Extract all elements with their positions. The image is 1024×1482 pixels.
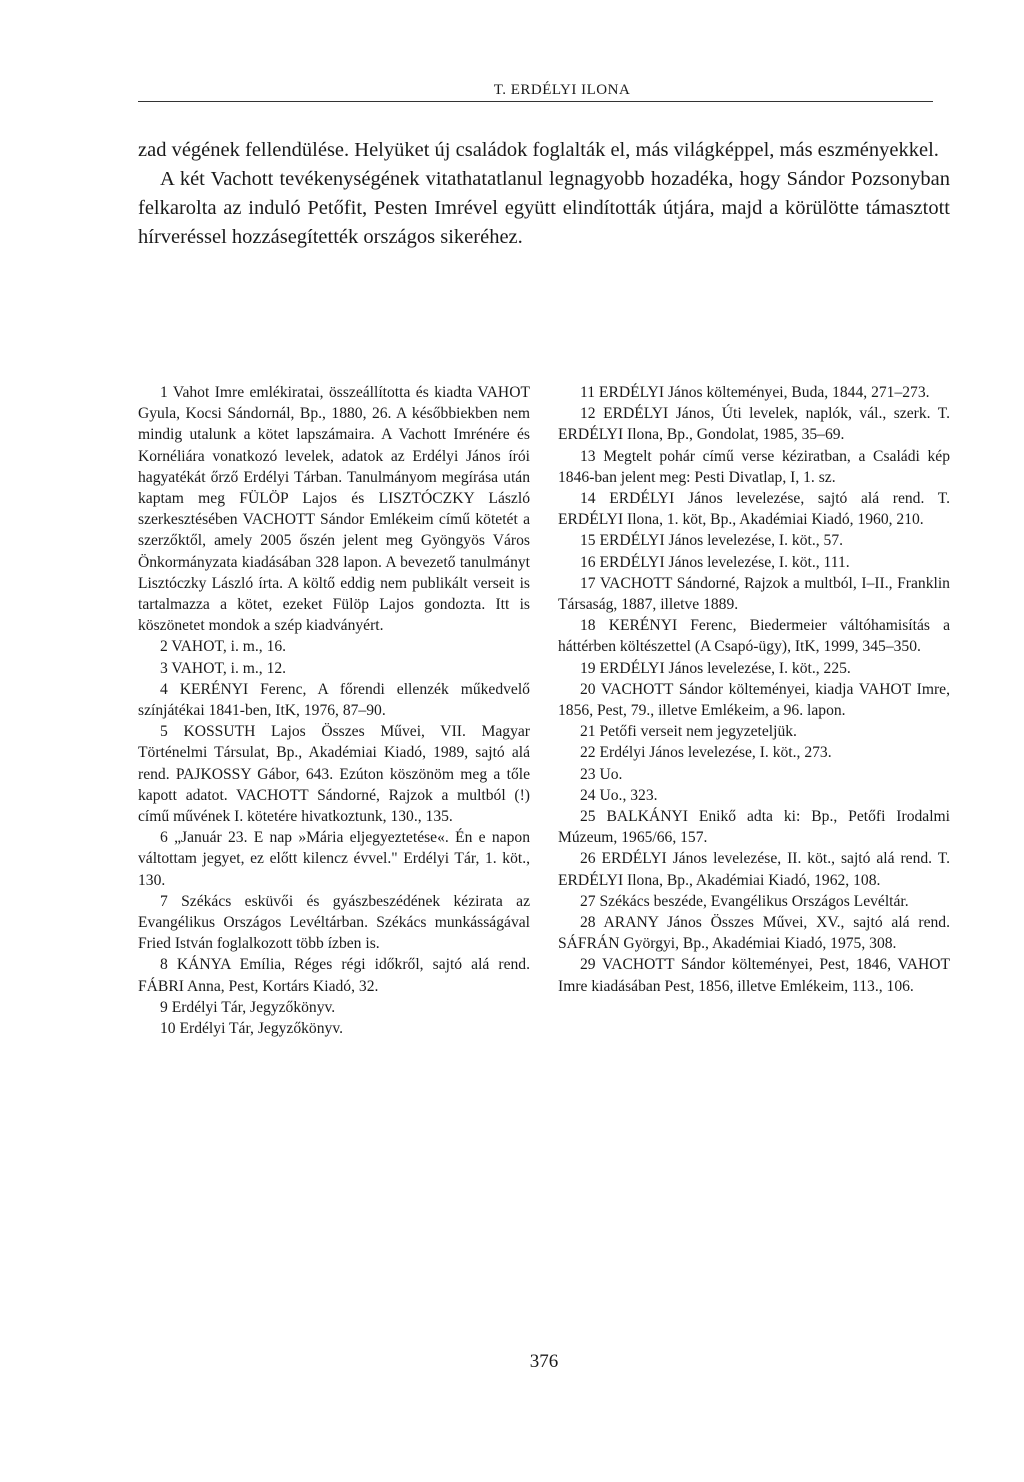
footnote xyxy=(558,912,950,954)
footnote-number: 24 xyxy=(580,786,596,804)
footnote-text: „Január 23. E nap »Mária eljegyeztetése«. Én e napon váltottam jegyet, ez előtt kilencz évvel." Erdélyi Tár, 1. köt., 130. xyxy=(138,829,530,889)
footnote-text: VAHOT, i. m., 12. xyxy=(171,659,287,677)
footnote-text: KOSSUTH Lajos Összes Művei, VII. Magyar Történelmi Társulat, Bp., Akadémiai Kiadó, 1989, sajtó alá rend. PAJKOSSY Gábor, 643. Ezúton köszönöm meg a tőle kapott adatot. VACHOTT Sándorné, Rajzok a multból (!) című művének I. kötetére hivatkoztunk, 130., 135. xyxy=(138,723,531,826)
footnote xyxy=(558,446,950,488)
footnote-text: VAHOT, i. m., 16. xyxy=(171,638,287,656)
footnote xyxy=(558,488,950,530)
footnote-number: 13 xyxy=(580,447,596,465)
footnote-number: 21 xyxy=(580,723,596,741)
footnote-number: 5 xyxy=(160,723,168,741)
footnote-number: 7 xyxy=(160,892,168,910)
footnote xyxy=(138,997,530,1018)
footnote-text: ARANY János Összes Művei, XV., sajtó alá rend. SÁFRÁN Györgyi, Bp., Akadémiai Kiadó, 1975, 308. xyxy=(558,914,950,953)
footnote-number: 10 xyxy=(160,1020,176,1038)
footnote xyxy=(558,679,950,721)
footnote-text: Székács beszéde, Evangélikus Országos Levéltár. xyxy=(599,892,909,910)
footnote-number: 27 xyxy=(580,892,596,910)
footnote xyxy=(558,848,950,890)
footnote-text: Uo., 323. xyxy=(599,786,658,804)
footnote-number: 2 xyxy=(160,638,168,656)
footnote xyxy=(558,954,950,996)
footnote-number: 20 xyxy=(580,680,596,698)
footnote-number: 18 xyxy=(580,617,596,635)
footnotes-right-column xyxy=(558,382,950,1039)
footnote xyxy=(558,785,950,806)
footnote-number: 28 xyxy=(580,914,596,932)
footnote xyxy=(138,721,530,827)
footnote xyxy=(138,891,530,955)
footnotes-left-column xyxy=(138,382,530,1039)
footnote xyxy=(558,721,950,742)
body-paragraph: zad végének fellendülése. Helyüket új családok foglalták el, más világképpel, más eszményekkel. xyxy=(138,139,939,161)
footnote-number: 9 xyxy=(160,998,168,1016)
footnote xyxy=(558,573,950,615)
page-number: 376 xyxy=(529,1351,559,1372)
footnote xyxy=(138,954,530,996)
footnote-number: 3 xyxy=(160,659,168,677)
footnote-text: Megtelt pohár című verse kéziratban, a Családi kép 1846-ban jelent meg: Pesti Divatlap, I, 1. sz. xyxy=(558,447,951,486)
footnote xyxy=(138,679,530,721)
footnote-number: 1 xyxy=(160,384,168,401)
footnote xyxy=(138,382,530,636)
body-text xyxy=(138,136,950,252)
footnote-text: ERDÉLYI János levelezése, II. köt., sajtó alá rend. T. ERDÉLYI Ilona, Bp., Akadémiai Kiadó, 1962, 108. xyxy=(558,850,950,889)
footnote-text: Székács esküvői és gyászbeszédének kézirata az Evangélikus Országos Levéltárban. Székács munkásságával Fried István foglalkozott több ízben is. xyxy=(138,892,530,953)
footnote-text: Vahot Imre emlékiratai, összeállította és kiadta VAHOT Gyula, Kocsi Sándornál, Bp., 1880, 26. A későbbiekben nem mindig utalunk a kötet lapszámaira. A Vachott Imrénére és Kornéliára vonatkozó levelek, adatok az Erdélyi János írói hagyatékát őrző Erdélyi Tárban. Tanulmányom megírása után kaptam meg FÜLÖP Lajos és LISZTÓCZKY László szerkesztésében VACHOTT Sándor Emlékeim című kötetét a szerzőktől, amely 2005 őszén jelent meg Gyöngyös Város Önkormányzata kiadásában 328 lapon. A bevezető tanulmányt Lisztóczky László írta. A költő eddig nem publikált verseit is tartalmazza a kötet, ezeket Fülöp Lajos gondozta. Itt is köszönetet mondok a szép kiadványért. xyxy=(138,384,530,635)
footnote xyxy=(558,658,950,679)
footnote-number: 11 xyxy=(580,384,596,401)
footnote-text: Erdélyi Tár, Jegyzőkönyv. xyxy=(179,1020,343,1038)
footnote-number: 22 xyxy=(580,744,596,762)
footnote xyxy=(138,827,530,891)
footnote-text: ERDÉLYI János levelezése, I. köt., 111. xyxy=(599,553,850,571)
footnote-number: 19 xyxy=(580,659,596,677)
footnote xyxy=(558,806,950,848)
footnote xyxy=(558,403,950,445)
footnote xyxy=(558,530,950,551)
footnote-number: 25 xyxy=(580,808,596,826)
footnote-number: 14 xyxy=(580,490,596,508)
footnote-text: ERDÉLYI János levelezése, I. köt., 225. xyxy=(599,659,851,677)
footnote-number: 23 xyxy=(580,765,596,783)
footnote-text: VACHOTT Sándor költeményei, Pest, 1846, VAHOT Imre kiadásában Pest, 1856, illetve Emlékeim, 113., 106. xyxy=(558,956,950,995)
page xyxy=(138,82,951,1372)
footnote-text: ERDÉLYI János levelezése, I. köt., 57. xyxy=(599,532,844,550)
footnotes xyxy=(138,382,950,1039)
footnote-number: 4 xyxy=(160,680,168,698)
body-paragraph: A két Vachott tevékenységének vitathatatlanul legnagyobb hozadéka, hogy Sándor Pozsonyban felkarolta az induló Petőfit, Pesten Imrével együtt elindították útjára, majd a körülötte támasztott hírveréssel hozzásegítették országos sikeréhez. xyxy=(138,168,950,248)
footnote xyxy=(138,658,530,679)
footnote-text: Petőfi verseit nem jegyzeteljük. xyxy=(599,723,797,741)
footnote-text: Erdélyi János levelezése, I. köt., 273. xyxy=(599,744,832,762)
footnote-text: Uo. xyxy=(599,765,623,783)
footnote xyxy=(558,382,950,403)
footnote xyxy=(558,764,950,785)
footnote-number: 8 xyxy=(160,956,168,974)
footnote-number: 16 xyxy=(580,553,596,571)
footnote-text: ERDÉLYI János levelezése, sajtó alá rend. T. ERDÉLYI Ilona, 1. köt, Bp., Akadémiai Kiadó, 1960, 210. xyxy=(558,490,950,529)
footnote-text: KERÉNYI Ferenc, Biedermeier váltóhamisítás a háttérben költészettel (A Csapó-ügy), ItK, 1999, 345–350. xyxy=(558,617,950,656)
footnote-number: 6 xyxy=(160,829,168,847)
footnote xyxy=(558,552,950,573)
running-header: T. ERDÉLYI ILONA xyxy=(493,82,631,98)
header-rule xyxy=(138,101,933,102)
footnote xyxy=(138,1018,530,1039)
footnote xyxy=(558,891,950,912)
footnote xyxy=(558,742,950,763)
footnote-text: ERDÉLYI János költeményei, Buda, 1844, 271–273. xyxy=(598,384,930,401)
footnote-text: ERDÉLYI János, Úti levelek, naplók, vál., szerk. T. ERDÉLYI Ilona, Bp., Gondolat, 1985, 35–69. xyxy=(558,405,950,444)
footnote-text: Erdélyi Tár, Jegyzőkönyv. xyxy=(171,998,336,1016)
footnote-text: BALKÁNYI Enikő adta ki: Bp., Petőfi Irodalmi Múzeum, 1965/66, 157. xyxy=(558,808,951,847)
footnote xyxy=(558,615,950,657)
footnote-number: 12 xyxy=(580,405,596,423)
footnote-text: KERÉNYI Ferenc, A főrendi ellenzék műkedvelő színjátékai 1841-ben, ItK, 1976, 87–90. xyxy=(138,680,530,720)
footnote-number: 26 xyxy=(580,850,596,868)
footnote-text: KÁNYA Emília, Réges régi időkről, sajtó alá rend. FÁBRI Anna, Pest, Kortárs Kiadó, 32. xyxy=(138,956,530,995)
footnote-number: 15 xyxy=(580,532,596,550)
footnote xyxy=(138,636,530,657)
footnote-number: 29 xyxy=(580,956,596,974)
footnote-text: VACHOTT Sándor költeményei, kiadja VAHOT Imre, 1856, Pest, 79., illetve Emlékeim, a 96. lapon. xyxy=(558,680,950,720)
footnote-text: VACHOTT Sándorné, Rajzok a multból, I–II., Franklin Társaság, 1887, illetve 1889. xyxy=(558,574,950,614)
footnote-number: 17 xyxy=(580,574,596,592)
